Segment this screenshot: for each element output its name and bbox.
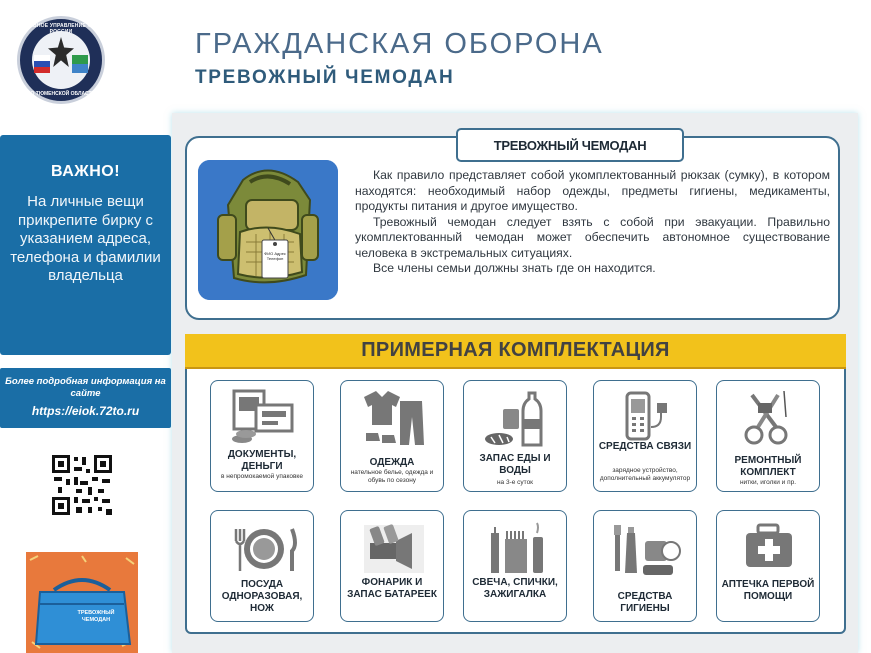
important-text: На личные вещи прикрепите бирку с указанием адреса, телефона и фамилии владельца <box>10 193 161 284</box>
more-info-box <box>0 368 171 428</box>
scissors-icon <box>717 387 819 449</box>
kit-item-note: зарядное устройство, дополнительный аккумулятор <box>599 467 691 482</box>
more-info-link[interactable]: https://eiok.72to.ru <box>31 404 140 418</box>
kit-item-first-aid <box>716 510 820 622</box>
kit-item-label: ОДЕЖДА <box>369 457 415 468</box>
kit-item-communication <box>593 380 697 492</box>
kit-item-note: на 3-е суток <box>496 479 534 486</box>
candle-matches-icon <box>464 517 566 579</box>
documents-money-icon <box>211 387 313 449</box>
important-heading: ВАЖНО! <box>50 163 121 180</box>
kit-item-note: нательное белье, одежда и обувь по сезону <box>350 469 434 484</box>
kit-item-label: ЗАПАС ЕДЫ И ВОДЫ <box>479 453 551 476</box>
dishes-icon <box>211 517 313 579</box>
promo-bag-image <box>26 552 138 653</box>
kit-item-label: АПТЕЧКА ПЕРВОЙ ПОМОЩИ <box>721 579 815 602</box>
more-info-text: Более подробная информация на сайте <box>5 376 166 399</box>
first-aid-icon <box>717 517 819 579</box>
emblem-bottom-text: ПО ТЮМЕНСКОЙ ОБЛАСТИ <box>26 91 96 97</box>
hygiene-icon <box>594 517 696 579</box>
kit-item-note: в непромокаемой упаковке <box>221 473 303 480</box>
kit-item-documents <box>210 380 314 492</box>
bag-tag-text: ФИО Адрес Телефон <box>264 251 286 261</box>
kit-item-flashlight <box>340 510 444 622</box>
kit-item-label: СРЕДСТВА СВЯЗИ <box>598 441 692 452</box>
intro-tab-title: ТРЕВОЖНЫЙ ЧЕМОДАН <box>456 128 684 162</box>
promo-bag-text: ТРЕВОЖНЫЙ ЧЕМОДАН <box>77 610 115 623</box>
kit-item-label: СВЕЧА, СПИЧКИ, ЗАЖИГАЛКА <box>472 577 558 600</box>
kit-item-hygiene <box>593 510 697 622</box>
kit-item-label: ДОКУМЕНТЫ, ДЕНЬГИ <box>227 449 297 472</box>
kit-item-clothes <box>340 380 444 492</box>
kit-item-repair <box>716 380 820 492</box>
intro-text <box>355 168 830 277</box>
important-notice <box>0 135 171 355</box>
intro-paragraph-3: Все члены семьи должны знать где он находится. <box>373 261 656 275</box>
flashlight-icon <box>341 517 443 579</box>
region-flag-icon <box>72 55 88 73</box>
food-water-icon <box>464 387 566 449</box>
kit-item-label: ПОСУДА ОДНОРАЗОВАЯ, НОЖ <box>221 579 303 614</box>
kit-item-label: СРЕДСТВА ГИГИЕНЫ <box>617 591 673 614</box>
clothes-icon <box>341 387 443 449</box>
page-subtitle: ТРЕВОЖНЫЙ ЧЕМОДАН <box>195 67 455 88</box>
intro-paragraph-2: Тревожный чемодан следует взять с собой при эвакуации. Правильно укомплектованный чемодан может обеспечить автономное существование человека в экстремальных ситуациях. <box>355 214 830 260</box>
kit-item-food <box>463 380 567 492</box>
kit-item-candle <box>463 510 567 622</box>
emblem-top-text: ГЛАВНОЕ УПРАВЛЕНИЕ МЧС <box>22 23 100 29</box>
backpack-illustration <box>198 160 338 300</box>
kit-item-label: ФОНАРИК И ЗАПАС БАТАРЕЕК <box>347 577 437 600</box>
kit-item-note: нитки, иголки и пр. <box>739 479 797 486</box>
kit-item-dishes <box>210 510 314 622</box>
russia-flag-icon <box>34 55 50 73</box>
page-title: ГРАЖДАНСКАЯ ОБОРОНА <box>195 28 604 60</box>
intro-paragraph-1: Как правило представляет собой укомплектованный рюкзак (сумку), в котором находятся: необходимый набор одежды, предметы гигиены, медикаменты, продукты питания и другое имущество. <box>355 168 830 213</box>
phone-icon <box>594 387 696 449</box>
qr-code[interactable] <box>50 453 114 517</box>
mchs-emblem-logo <box>17 16 105 104</box>
kit-banner: ПРИМЕРНАЯ КОМПЛЕКТАЦИЯ <box>185 334 846 369</box>
kit-item-label: РЕМОНТНЫЙ КОМПЛЕКТ <box>734 455 802 478</box>
